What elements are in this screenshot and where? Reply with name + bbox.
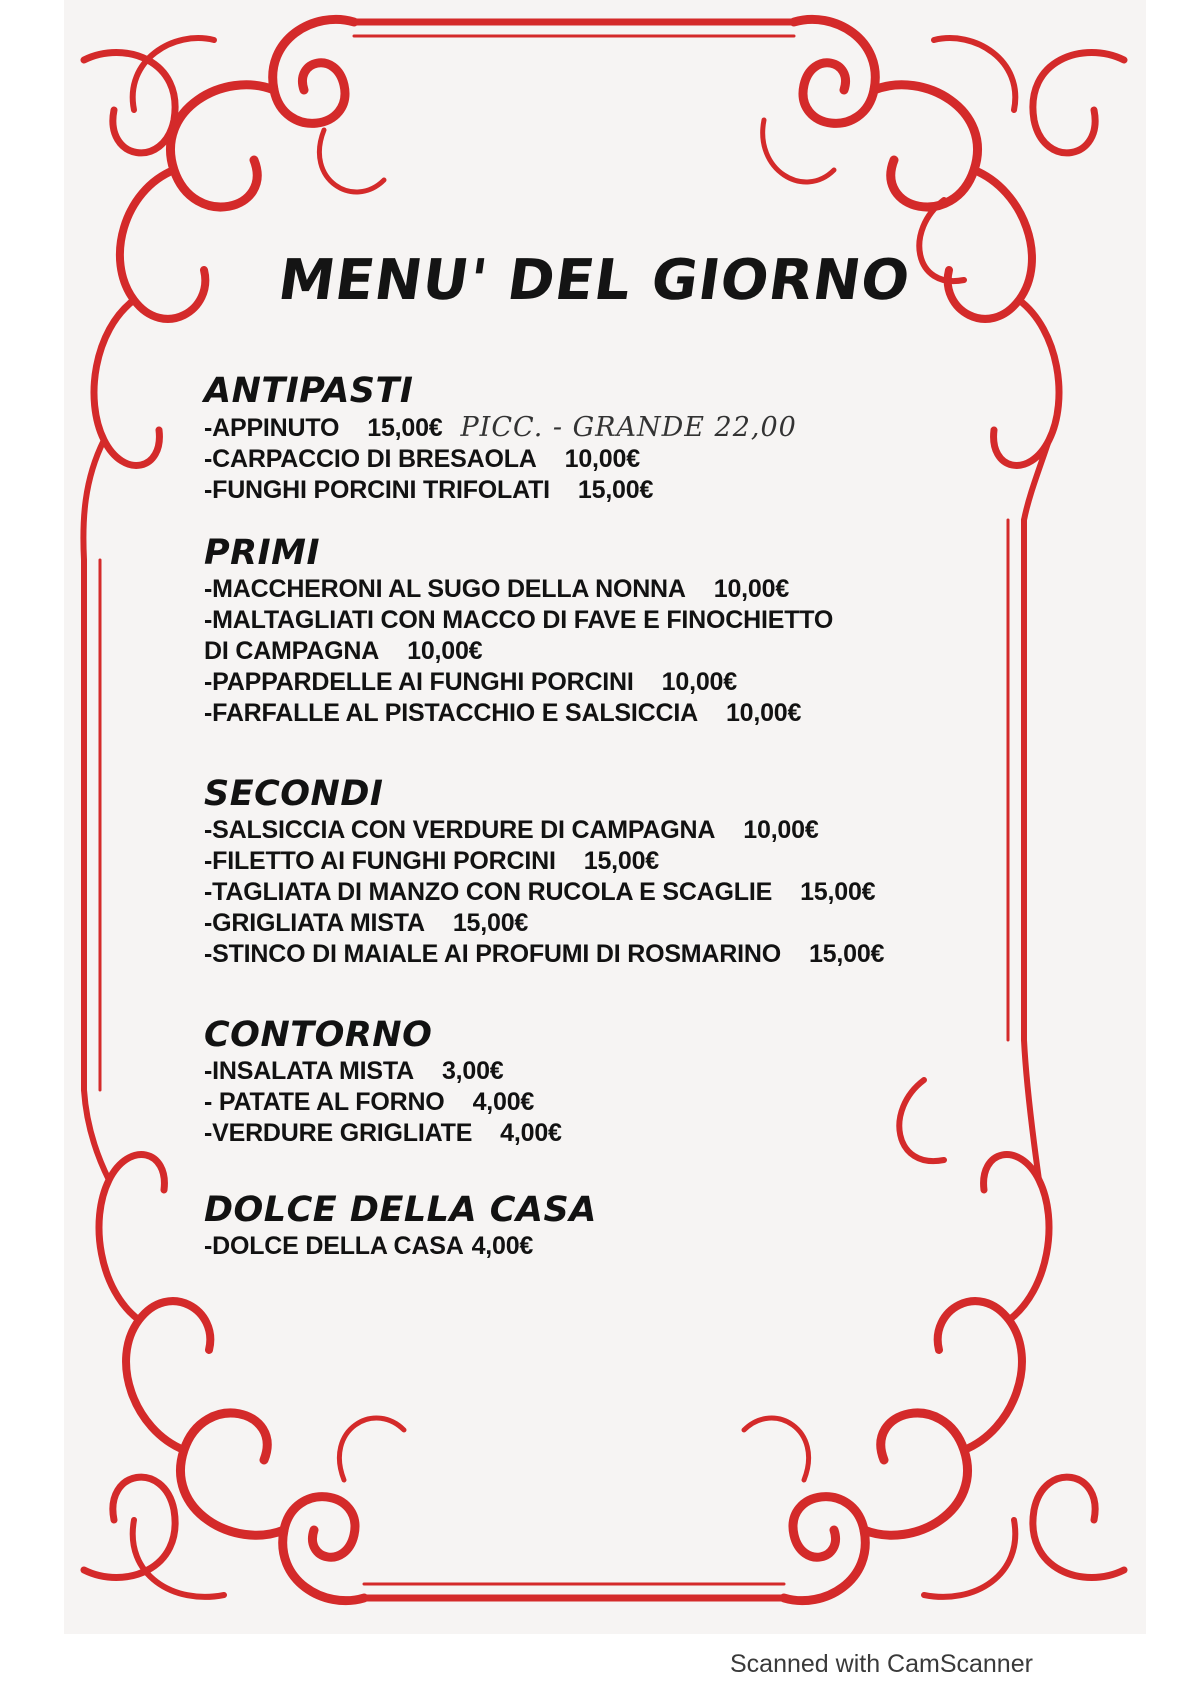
item-name: -STINCO DI MAIALE AI PROFUMI DI ROSMARINO — [204, 940, 781, 968]
section-secondi — [204, 773, 1084, 970]
item-price: 10,00€ — [661, 668, 737, 696]
section-title: PRIMI — [204, 533, 320, 573]
menu-item — [204, 1087, 1084, 1118]
item-name: DI CAMPAGNA — [204, 637, 380, 665]
item-name: -INSALATA MISTA — [204, 1057, 414, 1085]
item-name: -VERDURE GRIGLIATE — [204, 1119, 473, 1147]
item-price: 15,00€ — [583, 847, 659, 875]
menu-item — [204, 605, 1084, 636]
item-name: -FILETTO AI FUNGHI PORCINI — [204, 847, 556, 875]
item-price: 10,00€ — [407, 637, 483, 665]
menu-item — [204, 815, 1084, 846]
item-price: 15,00€ — [808, 940, 885, 968]
item-price: 4,00€ — [500, 1119, 562, 1147]
item-price: 15,00€ — [367, 414, 443, 442]
item-price: 15,00€ — [577, 476, 654, 504]
menu-item-continuation — [204, 636, 1084, 667]
item-name: -PAPPARDELLE AI FUNGHI PORCINI — [204, 668, 634, 696]
item-name: -SALSICCIA CON VERDURE DI CAMPAGNA — [204, 816, 716, 844]
menu-item — [204, 698, 1084, 729]
item-price: 4,00€ — [472, 1088, 535, 1116]
handwritten-note: PICC. - GRANDE 22,00 — [460, 412, 797, 443]
item-name: -GRIGLIATA MISTA — [204, 909, 425, 937]
menu-item — [204, 412, 1084, 444]
item-price: 10,00€ — [725, 699, 802, 727]
item-price: 10,00€ — [713, 575, 790, 603]
item-name: -FARFALLE AL PISTACCHIO E SALSICCIA — [204, 699, 698, 727]
section-primi — [204, 532, 1084, 729]
item-price: 15,00€ — [452, 909, 529, 937]
menu-item — [204, 1118, 1084, 1149]
item-name: -MACCHERONI AL SUGO DELLA NONNA — [204, 575, 686, 603]
item-name: -MALTAGLIATI CON MACCO DI FAVE E FINOCHIETTO — [204, 606, 834, 634]
menu-title: MENU' DEL GIORNO — [274, 248, 915, 313]
menu-item — [204, 475, 1084, 506]
item-name: -FUNGHI PORCINI TRIFOLATI — [204, 476, 550, 504]
section-antipasti — [204, 370, 1084, 506]
section-title: DOLCE DELLA CASA — [204, 1190, 597, 1230]
item-price: 4,00€ — [471, 1232, 534, 1260]
menu-item — [204, 846, 1084, 877]
menu-item — [204, 444, 1084, 475]
item-price: 10,00€ — [743, 816, 819, 844]
scanned-menu-page — [64, 0, 1146, 1634]
section-title: CONTORNO — [204, 1015, 433, 1055]
menu-body — [204, 370, 1084, 1262]
item-name: - PATATE AL FORNO — [204, 1088, 445, 1116]
scanner-watermark: Scanned with CamScanner — [730, 1650, 1033, 1678]
item-price: 10,00€ — [564, 445, 640, 473]
item-name: -DOLCE DELLA CASA — [204, 1232, 464, 1260]
item-price: 3,00€ — [441, 1057, 504, 1085]
item-name: -APPINUTO — [204, 414, 340, 442]
menu-item — [204, 877, 1084, 908]
menu-item — [204, 574, 1084, 605]
menu-item — [204, 667, 1084, 698]
menu-item — [204, 1231, 1084, 1262]
section-dolce — [204, 1189, 1084, 1262]
menu-item — [204, 939, 1084, 970]
item-name: -TAGLIATA DI MANZO CON RUCOLA E SCAGLIE — [204, 878, 773, 906]
section-title: ANTIPASTI — [204, 371, 414, 411]
section-title: SECONDI — [204, 774, 384, 814]
menu-item — [204, 908, 1084, 939]
menu-item — [204, 1056, 1084, 1087]
item-name: -CARPACCIO DI BRESAOLA — [204, 445, 537, 473]
section-contorno — [204, 1014, 1084, 1149]
item-price: 15,00€ — [800, 878, 876, 906]
